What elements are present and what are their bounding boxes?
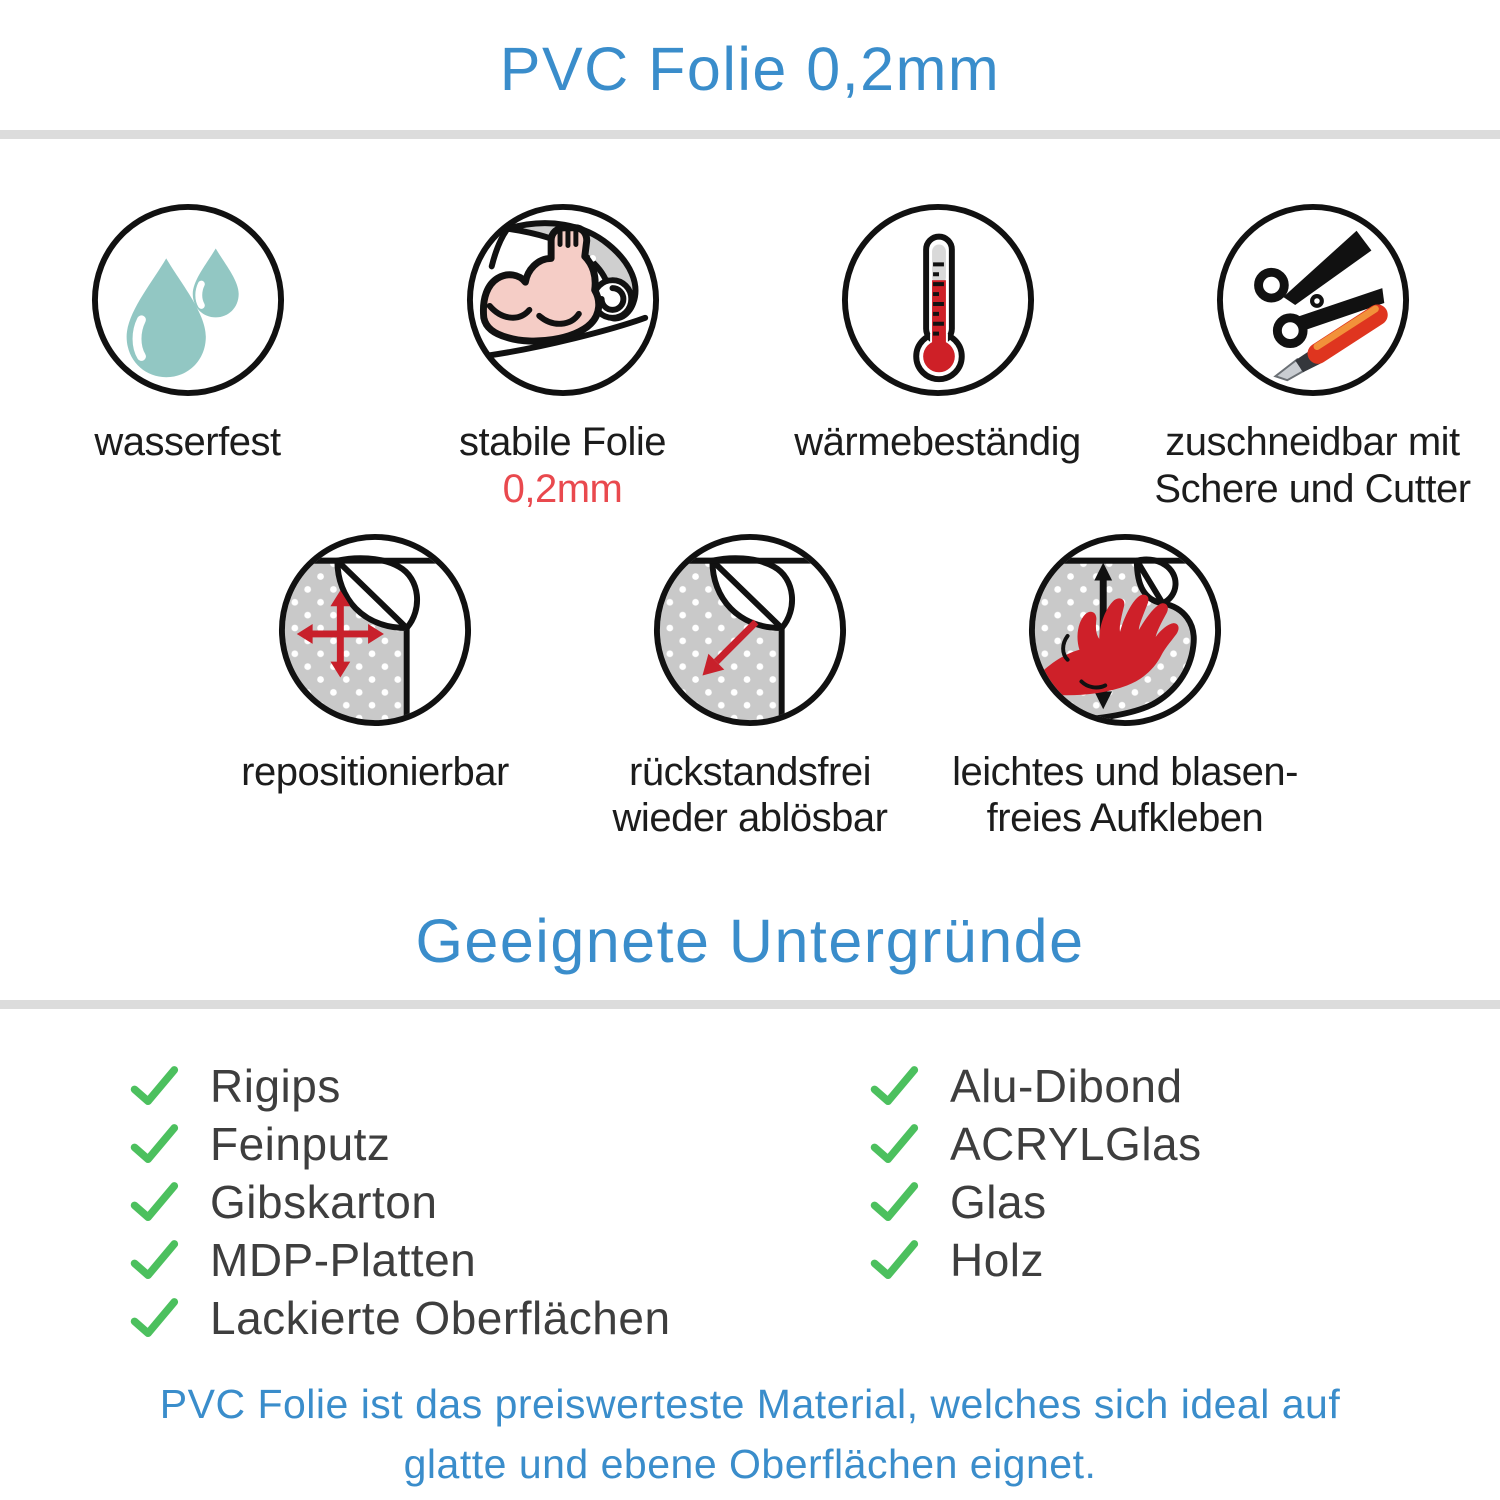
check-icon: [128, 1122, 180, 1166]
feature-blasenfrei: [938, 531, 1313, 843]
water-drops-icon: [89, 201, 287, 399]
feature-stabile-folie: [375, 201, 750, 513]
divider-middle: [0, 1000, 1500, 1009]
check-icon: [128, 1180, 180, 1224]
feature-repositionierbar: [188, 531, 563, 843]
substrate-label: Feinputz: [210, 1118, 391, 1171]
feature-label: leichtes und blasen-: [952, 749, 1298, 794]
feature-label: stabile Folie: [459, 420, 666, 464]
peel-arrow-foil-icon: [651, 531, 849, 729]
substrate-label: ACRYLGlas: [950, 1118, 1202, 1171]
hand-smoothing-foil-icon: [1026, 531, 1224, 729]
divider-top: [0, 130, 1500, 139]
list-item: [868, 1059, 1202, 1113]
list-item: [868, 1117, 1202, 1171]
list-item: [868, 1233, 1202, 1287]
check-icon: [868, 1180, 920, 1224]
check-icon: [868, 1064, 920, 1108]
substrate-label: Glas: [950, 1176, 1047, 1229]
list-item: [128, 1175, 768, 1229]
substrate-label: Holz: [950, 1234, 1045, 1287]
substrate-column-left: [128, 1059, 768, 1349]
feature-row-2: [0, 531, 1500, 843]
substrate-column-right: [868, 1059, 1202, 1349]
footer-line1: PVC Folie ist das preiswerteste Material, welches sich ideal auf: [159, 1381, 1341, 1428]
footer-line2: glatte und ebene Oberflächen eignet.: [403, 1440, 1097, 1487]
page-title: PVC Folie 0,2mm: [499, 35, 1001, 103]
substrate-label: Rigips: [210, 1060, 341, 1113]
feature-waermebestaendig: [750, 201, 1125, 513]
feature-label: repositionierbar: [241, 749, 509, 794]
check-icon: [128, 1064, 180, 1108]
section-title-untergruende: Geeignete Untergründe: [415, 907, 1085, 976]
substrate-list: [0, 1059, 1500, 1349]
list-item: [128, 1059, 768, 1113]
feature-label: wasserfest: [94, 420, 281, 464]
feature-rueckstandsfrei: [563, 531, 938, 843]
feature-row-1: [0, 201, 1500, 513]
muscle-arm-foil-icon: [464, 201, 662, 399]
substrate-label: Gibskarton: [210, 1176, 438, 1229]
check-icon: [128, 1296, 180, 1340]
feature-label-line2: freies Aufkleben: [986, 796, 1264, 841]
feature-thickness-highlight: 0,2mm: [502, 466, 623, 511]
feature-zuschneidbar: [1125, 201, 1500, 513]
feature-label-line2: wieder ablösbar: [612, 796, 888, 841]
substrate-label: Lackierte Oberflächen: [210, 1292, 671, 1345]
substrate-label: MDP-Platten: [210, 1234, 477, 1287]
check-icon: [868, 1122, 920, 1166]
footer-note: [0, 1375, 1500, 1494]
move-arrows-foil-icon: [276, 531, 474, 729]
feature-label: wärmebeständig: [794, 420, 1081, 464]
check-icon: [868, 1238, 920, 1282]
substrate-label: Alu-Dibond: [950, 1060, 1183, 1113]
list-item: [128, 1117, 768, 1171]
feature-label: zuschneidbar mit: [1165, 420, 1460, 464]
feature-label-line2: Schere und Cutter: [1154, 466, 1471, 511]
list-item: [128, 1291, 768, 1345]
feature-label: rückstandsfrei: [629, 749, 871, 794]
scissors-cutter-icon: [1214, 201, 1412, 399]
list-item: [868, 1175, 1202, 1229]
thermometer-icon: [839, 201, 1037, 399]
feature-wasserfest: [0, 201, 375, 513]
check-icon: [128, 1238, 180, 1282]
list-item: [128, 1233, 768, 1287]
